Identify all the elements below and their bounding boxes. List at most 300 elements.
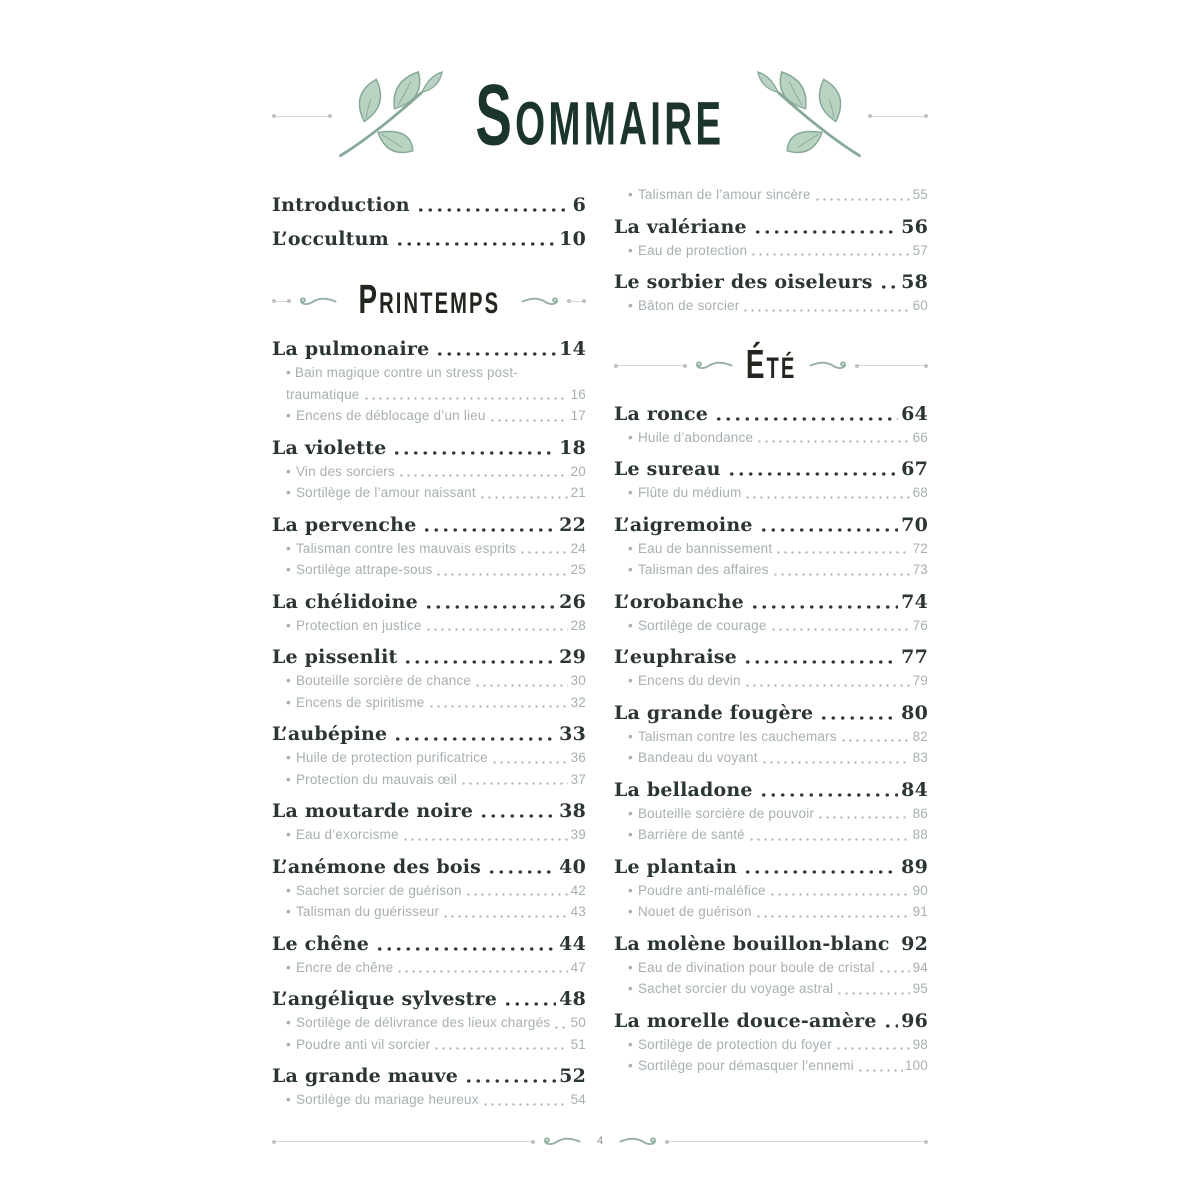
toc-sub-entry	[286, 462, 586, 483]
toc-entry	[272, 192, 586, 218]
dot-leader	[519, 539, 568, 560]
toc-entry-page-number: 74	[901, 590, 928, 613]
toc-sub-label: Encre de chêne	[295, 959, 394, 975]
toc-sub-label: Talisman contre les mauvais esprits	[295, 540, 517, 556]
dot-leader	[836, 979, 910, 1000]
section-rule-right	[567, 301, 586, 302]
toc-sub-page-number: 39	[570, 827, 586, 842]
toc-entry	[614, 269, 928, 295]
toc-entry	[272, 226, 586, 252]
toc-sub-page-number: 83	[912, 750, 928, 765]
toc-sub-entry	[286, 693, 586, 714]
dot-leader	[744, 483, 910, 504]
toc-sub-page-number: 32	[570, 694, 586, 710]
toc-sub-label: Encens de spiritisme	[295, 694, 425, 710]
toc-sub-entry	[628, 560, 928, 581]
dot-leader	[482, 1090, 568, 1111]
toc-sub-label: Bouteille sorcière de chance	[295, 673, 472, 688]
toc-sub-entry	[628, 539, 928, 560]
toc-entry-label: La violette	[272, 436, 387, 459]
flourish-icon	[619, 1135, 659, 1148]
toc-entry	[614, 401, 928, 427]
toc-sub-label: Sachet sorcier du voyage astral	[637, 981, 834, 996]
toc-sub-entry	[286, 616, 586, 637]
dot-leader	[770, 616, 910, 637]
toc-entry-page-number: 10	[559, 228, 586, 250]
toc-entry	[614, 854, 928, 880]
footer-rule-left	[272, 1141, 535, 1142]
dot-leader	[772, 560, 910, 581]
section-rule-left	[614, 365, 687, 366]
toc-sub-page-number: 24	[570, 540, 586, 556]
toc-sub-page-number: 17	[570, 408, 586, 423]
bullet-icon: •	[628, 242, 633, 258]
dot-leader	[489, 406, 568, 427]
toc-sub-page-number: 90	[912, 882, 928, 898]
bullet-icon: •	[286, 463, 291, 479]
toc-sub-label: Sortilège de protection du foyer	[637, 1036, 832, 1052]
dot-leader	[435, 336, 556, 362]
bullet-icon: •	[628, 882, 633, 898]
toc-entry-page-number: 92	[901, 932, 928, 955]
toc-entry-page-number: 40	[559, 855, 586, 878]
toc-sub-label: Nouet de guérison	[637, 904, 752, 919]
toc-sub-entry	[628, 616, 928, 637]
page-footer	[272, 1135, 928, 1148]
bullet-icon: •	[628, 187, 633, 202]
toc-entry-page-number: 80	[901, 701, 928, 724]
toc-sub-entry	[628, 1056, 928, 1077]
toc-sub-entry	[628, 1035, 928, 1056]
toc-sub-label: Talisman de l’amour sincère	[637, 187, 811, 202]
toc-sub-page-number: 50	[570, 1015, 586, 1030]
toc-sub-page-number: 76	[912, 617, 928, 633]
bullet-icon: •	[286, 617, 291, 633]
toc-sub-label: Eau de protection	[637, 242, 748, 258]
toc-entry-label: Le sorbier des oiseleurs	[614, 271, 873, 293]
toc-sub-entry	[286, 483, 586, 504]
toc-sub-entry	[286, 748, 586, 769]
toc-entry-page-number: 33	[559, 723, 586, 745]
toc-entry-label: L’aubépine	[272, 723, 388, 745]
bullet-icon: •	[628, 1036, 633, 1052]
dot-leader	[742, 296, 910, 317]
leaf-sprig-icon	[756, 68, 866, 164]
dot-leader	[393, 721, 556, 747]
bullet-icon: •	[628, 959, 633, 975]
toc-sub-page-number: 55	[912, 187, 928, 202]
toc-entry-page-number: 14	[559, 338, 586, 360]
toc-entry	[614, 1008, 928, 1034]
dot-leader	[878, 958, 910, 979]
toc-sub-page-number: 95	[912, 981, 928, 996]
bullet-icon: •	[628, 298, 633, 313]
section-header	[614, 342, 928, 388]
toc-sub-page-number: 43	[570, 904, 586, 919]
toc-entry	[272, 854, 586, 880]
toc-sub-label: Sortilège attrape-sous	[295, 562, 433, 577]
bullet-icon: •	[286, 408, 291, 423]
toc-entry-page-number: 52	[559, 1065, 586, 1087]
bullet-icon: •	[286, 1036, 291, 1052]
bullet-icon: •	[628, 981, 633, 996]
flourish-icon	[297, 295, 337, 308]
section-header	[272, 277, 586, 323]
toc-sub-label: Eau de divination pour boule de cristal	[637, 959, 875, 975]
toc-sub-page-number: 100	[904, 1058, 928, 1073]
toc-sub-label: Talisman contre les cauchemars	[637, 728, 837, 744]
toc-sub-entry	[628, 428, 928, 449]
toc-sub-entry	[628, 979, 928, 1000]
toc-sub-entry	[628, 748, 928, 769]
toc-entry-page-number: 44	[559, 932, 586, 955]
toc-sub-page-number: 51	[570, 1036, 586, 1052]
toc-sub-page-number: 30	[570, 673, 586, 688]
toc-sub-label: Huile de protection purificatrice	[295, 750, 488, 765]
toc-sub-entry	[286, 825, 586, 846]
toc-entry-label: La grande mauve	[272, 1065, 459, 1087]
toc-sub-label: Bouteille sorcière de pouvoir	[637, 805, 815, 821]
dot-leader	[424, 589, 556, 615]
dot-leader	[879, 269, 899, 295]
dot-leader	[759, 777, 898, 803]
page-title: SOMMAIRE	[475, 67, 725, 165]
toc-entry-label: La pervenche	[272, 513, 417, 536]
toc-entry	[272, 931, 586, 957]
toc-entry-label: L’euphraise	[614, 646, 737, 668]
dot-leader	[814, 185, 910, 206]
toc-sub-label: Eau d’exorcisme	[295, 827, 399, 842]
toc-entry	[614, 512, 928, 538]
toc-sub-entry	[628, 881, 928, 902]
toc-sub-label: Flûte du médium	[637, 485, 742, 500]
section-title: ÉTÉ	[745, 342, 797, 388]
toc-sub-page-number: 60	[912, 298, 928, 313]
toc-entry	[272, 721, 586, 747]
toc-entry-page-number: 67	[901, 458, 928, 480]
toc-entry-page-number: 22	[559, 513, 586, 536]
toc-sub-page-number: 94	[912, 959, 928, 975]
toc-sub-page-number: 66	[912, 429, 928, 445]
dot-leader	[396, 958, 568, 979]
toc-sub-label: Poudre anti vil sorcier	[295, 1036, 431, 1052]
toc-entry-label: La grande fougère	[614, 701, 814, 724]
dot-leader	[743, 854, 898, 880]
dot-leader	[743, 644, 898, 670]
toc-entry-page-number: 64	[901, 402, 928, 425]
toc-sub-label: Vin des sorciers	[295, 463, 395, 479]
toc-sub-page-number: 42	[570, 882, 586, 898]
toc-sub-label: Barrière de santé	[637, 827, 745, 842]
toc-sub-entry	[286, 539, 586, 560]
toc-column-right	[614, 184, 928, 1112]
toc-sub-page-number: 28	[570, 617, 586, 633]
toc-sub-page-number: 37	[570, 771, 586, 787]
dot-leader	[744, 671, 910, 692]
toc-entry-label: Le pissenlit	[272, 646, 398, 668]
dot-leader	[761, 748, 910, 769]
toc-entry	[272, 1063, 586, 1089]
toc-sub-entry	[286, 406, 586, 427]
section-rule-right	[855, 365, 928, 366]
bullet-icon: •	[286, 882, 291, 898]
toc-sub-label: Huile d’abondance	[637, 429, 754, 445]
toc-sub-entry-wrapped-line: • Bain magique contre un stress post-	[286, 365, 518, 380]
toc-entry-label: Le chêne	[272, 932, 370, 955]
dot-leader	[363, 385, 569, 406]
toc-sub-entry	[628, 296, 928, 317]
toc-sub-label: Talisman du guérisseur	[295, 904, 440, 919]
toc-sub-entry	[286, 1090, 586, 1111]
bullet-icon: •	[628, 750, 633, 765]
toc-entry-label: L’occultum	[272, 228, 389, 250]
dot-leader	[403, 644, 556, 670]
toc-entry	[272, 336, 586, 362]
toc-entry-label: La belladone	[614, 778, 753, 801]
toc-sub-label: Talisman des affaires	[637, 562, 769, 577]
toc-entry-page-number: 26	[559, 590, 586, 613]
toc-entry-page-number: 48	[559, 988, 586, 1010]
toc-entry-page-number: 6	[572, 194, 586, 216]
dot-leader	[819, 700, 898, 726]
toc-entry-page-number: 89	[901, 855, 928, 878]
leaf-sprig-icon	[334, 68, 444, 164]
toc-entry	[272, 512, 586, 538]
flourish-icon	[521, 295, 561, 308]
toc-sub-entry	[286, 770, 586, 791]
toc-entry	[614, 700, 928, 726]
dot-leader	[460, 770, 568, 791]
dot-leader	[714, 401, 898, 427]
dot-leader	[896, 931, 898, 957]
toc-sub-label: Encens de déblocage d’un lieu	[295, 408, 486, 423]
toc-entry-page-number: 70	[901, 513, 928, 536]
bullet-icon: •	[628, 429, 633, 445]
toc-entry-page-number: 96	[901, 1009, 928, 1032]
dot-leader	[392, 435, 556, 461]
toc-entry-label: La molène bouillon-blanc	[614, 932, 890, 955]
toc-entry-label: La moutarde noire	[272, 800, 474, 822]
section-rule-left	[272, 301, 291, 302]
toc-entry-page-number: 38	[559, 800, 586, 822]
toc-sub-page-number: 79	[912, 673, 928, 688]
toc-sub-page-number: 16	[570, 386, 586, 402]
toc-sub-page-number: 68	[912, 485, 928, 500]
dot-leader	[883, 1008, 899, 1034]
dot-leader	[433, 1035, 568, 1056]
bullet-icon: •	[286, 750, 291, 765]
dot-leader	[750, 241, 910, 262]
toc-entry-label: La chélidoine	[272, 590, 418, 613]
dot-leader	[840, 727, 910, 748]
flourish-icon	[693, 359, 733, 372]
toc-entry-label: La morelle douce-amère	[614, 1009, 877, 1032]
toc-sub-page-number: 20	[570, 463, 586, 479]
dot-leader	[375, 931, 556, 957]
bullet-icon: •	[286, 827, 291, 842]
dot-leader	[425, 616, 568, 637]
toc-sub-page-number: 21	[570, 485, 586, 500]
bullet-icon: •	[286, 673, 291, 688]
bullet-icon: •	[286, 562, 291, 577]
toc-sub-page-number: 91	[912, 904, 928, 919]
toc-columns	[272, 184, 928, 1112]
bullet-icon: •	[628, 728, 633, 744]
section-title: PRINTEMPS	[358, 277, 500, 323]
toc-entry	[272, 644, 586, 670]
toc-sub-entry	[628, 902, 928, 923]
dot-leader	[479, 483, 568, 504]
bullet-icon: •	[628, 805, 633, 821]
dot-leader	[479, 798, 556, 824]
toc-sub-label: Poudre anti-maléfice	[637, 882, 766, 898]
dot-leader	[748, 825, 910, 846]
toc-sub-entry	[628, 241, 928, 262]
toc-entry-page-number: 58	[901, 271, 928, 293]
toc-sub-label: Bandeau du voyant	[637, 750, 758, 765]
toc-sub-page-number: 54	[570, 1092, 586, 1107]
toc-sub-entry	[628, 483, 928, 504]
dot-leader	[857, 1056, 903, 1077]
toc-entry-label: La pulmonaire	[272, 338, 430, 360]
dot-leader	[755, 902, 910, 923]
toc-sub-label: Protection du mauvais œil	[295, 771, 457, 787]
dot-leader	[442, 902, 568, 923]
header-rule-right	[868, 116, 928, 117]
toc-sub-label: Protection en justice	[295, 617, 422, 633]
dot-leader	[491, 748, 568, 769]
dot-leader	[487, 854, 556, 880]
dot-leader	[402, 825, 568, 846]
bullet-icon: •	[286, 485, 291, 500]
bullet-icon: •	[628, 904, 633, 919]
bullet-icon: •	[628, 485, 633, 500]
toc-sub-entry	[628, 958, 928, 979]
toc-sub-page-number: 36	[570, 750, 586, 765]
toc-sub-page-number: 25	[570, 562, 586, 577]
toc-sub-label: Sortilège de délivrance des lieux chargés	[295, 1015, 551, 1030]
toc-entry-page-number: 18	[559, 436, 586, 459]
bullet-icon: •	[628, 673, 633, 688]
toc-entry	[614, 589, 928, 615]
dot-leader	[817, 804, 910, 825]
dot-leader	[435, 560, 568, 581]
toc-entry-label: L’orobanche	[614, 590, 744, 613]
toc-entry-label: Le sureau	[614, 458, 721, 480]
toc-entry-label: La ronce	[614, 402, 709, 425]
toc-sub-entry	[286, 958, 586, 979]
dot-leader	[474, 671, 568, 692]
toc-sub-page-number: 73	[912, 562, 928, 577]
footer-rule-right	[665, 1141, 928, 1142]
toc-entry	[614, 644, 928, 670]
bullet-icon: •	[628, 617, 633, 633]
bullet-icon: •	[628, 540, 633, 556]
bullet-icon: •	[286, 959, 291, 975]
toc-sub-page-number: 86	[912, 805, 928, 821]
dot-leader	[398, 462, 568, 483]
toc-sub-label: Sortilège du mariage heureux	[295, 1092, 479, 1107]
bullet-icon: •	[286, 1015, 291, 1030]
toc-sub-page-number: 57	[912, 242, 928, 258]
toc-sub-page-number: 88	[912, 827, 928, 842]
toc-entry	[272, 986, 586, 1012]
toc-entry	[614, 456, 928, 482]
dot-leader	[464, 1063, 556, 1089]
toc-entry	[272, 435, 586, 461]
bullet-icon: •	[628, 1058, 633, 1073]
toc-entry-page-number: 29	[559, 646, 586, 668]
bullet-icon: •	[286, 694, 291, 710]
toc-entry-page-number: 84	[901, 778, 928, 801]
dot-leader	[553, 1013, 568, 1034]
flourish-icon	[809, 359, 849, 372]
toc-sub-label: traumatique	[286, 386, 360, 402]
toc-entry-label: Introduction	[272, 194, 410, 216]
toc-sub-label: Encens du devin	[637, 673, 741, 688]
dot-leader	[416, 192, 570, 218]
bullet-icon: •	[286, 540, 291, 556]
toc-entry-page-number: 77	[901, 646, 928, 668]
toc-sub-page-number: 82	[912, 728, 928, 744]
toc-column-left	[272, 184, 586, 1112]
toc-sub-page-number: 98	[912, 1036, 928, 1052]
toc-entry-page-number: 56	[901, 215, 928, 238]
toc-sub-entry	[286, 560, 586, 581]
bullet-icon: •	[286, 904, 291, 919]
bullet-icon: •	[286, 1092, 291, 1107]
toc-entry-label: Le plantain	[614, 855, 738, 878]
toc-sub-label: Sachet sorcier de guérison	[295, 882, 462, 898]
toc-entry-label: L’angélique sylvestre	[272, 988, 498, 1010]
toc-entry-label: L’anémone des bois	[272, 855, 482, 878]
flourish-icon	[541, 1135, 581, 1148]
toc-sub-entry	[286, 385, 586, 406]
dot-leader	[395, 226, 556, 252]
toc-sub-label: Eau de bannissement	[637, 540, 773, 556]
toc-sub-entry	[628, 804, 928, 825]
toc-sub-entry	[286, 902, 586, 923]
toc-entry	[614, 931, 928, 957]
dot-leader	[750, 589, 898, 615]
toc-sub-label: Sortilège de l’amour naissant	[295, 485, 476, 500]
dot-leader	[465, 881, 568, 902]
toc-entry	[272, 589, 586, 615]
toc-entry	[272, 798, 586, 824]
toc-sub-entry	[286, 671, 586, 692]
toc-entry	[614, 214, 928, 240]
toc-sub-label: Bâton de sorcier	[637, 298, 740, 313]
toc-sub-entry	[628, 671, 928, 692]
bullet-icon: •	[628, 827, 633, 842]
dot-leader	[775, 539, 910, 560]
toc-entry-label: La valériane	[614, 215, 747, 238]
dot-leader	[759, 512, 899, 538]
dot-leader	[422, 512, 556, 538]
toc-sub-entry	[628, 185, 928, 206]
toc-sub-entry	[286, 1013, 586, 1034]
toc-entry-label: L’aigremoine	[614, 513, 753, 536]
header-rule-left	[272, 116, 332, 117]
toc-sub-entry	[628, 727, 928, 748]
toc-sub-label: Sortilège de courage	[637, 617, 767, 633]
bullet-icon: •	[286, 771, 291, 787]
toc-sub-entry	[628, 825, 928, 846]
dot-leader	[835, 1035, 910, 1056]
dot-leader	[503, 986, 556, 1012]
toc-entry	[614, 777, 928, 803]
page-header	[272, 60, 928, 172]
